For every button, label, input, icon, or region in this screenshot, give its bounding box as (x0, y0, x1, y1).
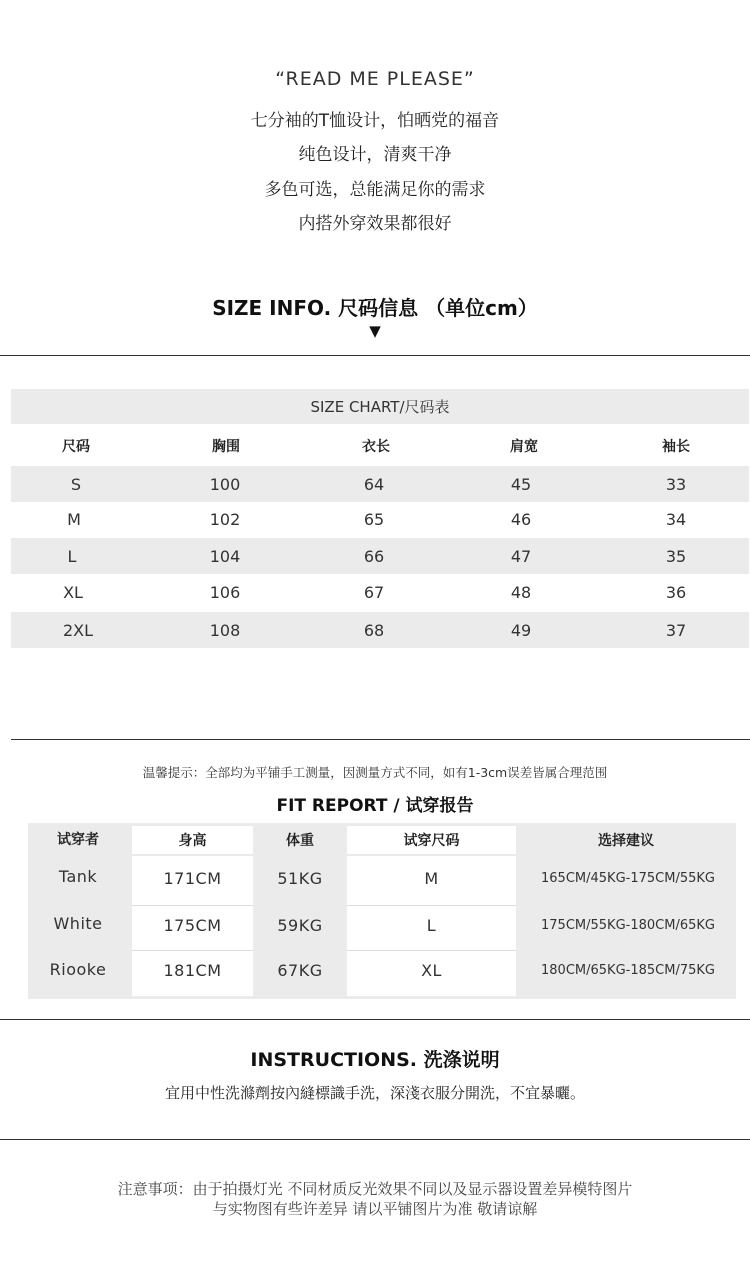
table-row (11, 501, 749, 537)
notice-line: 与实物图有些许差异 请以平铺图片为准 敬请谅解 (212, 1200, 538, 1218)
cell-shoulder: 47 (510, 546, 532, 566)
cell-weight: 59KG (277, 915, 323, 935)
instructions-title: INSTRUCTIONS. 洗涤说明 (250, 1049, 500, 1071)
notice-line: 注意事项：由于拍摄灯光 不同材质反光效果不同以及显示器设置差异模特图片 (117, 1180, 633, 1198)
divider (0, 1139, 750, 1140)
fit-report-title: FIT REPORT / 试穿报告 (276, 796, 474, 816)
header-height: 身高 (178, 833, 207, 849)
header-weight: 体重 (286, 833, 314, 849)
cell-sleeve: 34 (665, 509, 687, 529)
table-row (11, 574, 749, 610)
intro-line: 内搭外穿效果都很好 (298, 214, 452, 234)
cell-shoulder: 46 (510, 509, 532, 529)
cell-length: 66 (363, 546, 385, 566)
row-divider (347, 950, 516, 951)
cell-chest: 108 (209, 620, 241, 640)
cell-height: 181CM (163, 960, 222, 980)
intro-line: 多色可选，总能满足你的需求 (264, 180, 486, 200)
cell-suggestion: 165CM/45KG-175CM/55KG (541, 870, 715, 886)
row-divider (132, 905, 253, 906)
cell-tester: Tank (58, 866, 98, 886)
cell-chest: 100 (209, 474, 241, 494)
cell-tried-size: M (424, 868, 439, 888)
header-suggestion: 选择建议 (598, 833, 654, 849)
cell-chest: 102 (209, 509, 241, 529)
header-shoulder: 肩宽 (510, 439, 538, 455)
cell-length: 68 (363, 620, 385, 640)
header-chest: 胸围 (212, 439, 240, 455)
cell-height: 171CM (163, 868, 222, 888)
cell-size: M (67, 509, 81, 529)
intro-line: 纯色设计，清爽干净 (298, 145, 452, 165)
cell-suggestion: 175CM/55KG-180CM/65KG (541, 917, 715, 933)
cell-weight: 51KG (277, 868, 323, 888)
divider (0, 355, 750, 356)
cell-weight: 67KG (277, 960, 323, 980)
table-row (11, 466, 749, 502)
cell-size: 2XL (62, 620, 94, 640)
cell-sleeve: 37 (665, 620, 687, 640)
cell-shoulder: 48 (510, 582, 532, 602)
cell-size: L (67, 546, 77, 566)
size-chart-caption: SIZE CHART/尺码表 (11, 389, 749, 424)
header-length: 衣长 (362, 439, 390, 455)
down-arrow-icon: ▼ (369, 322, 381, 340)
cell-size: XL (63, 582, 83, 602)
instructions-text: 宜用中性洗滌劑按內縫標識手洗，深淺衣服分開洗，不宜暴曬。 (164, 1084, 585, 1102)
intro-line: 七分袖的T恤设计，怕晒党的福音 (250, 111, 500, 131)
cell-sleeve: 36 (665, 582, 687, 602)
header-size: 尺码 (62, 439, 90, 455)
cell-size: S (70, 474, 82, 494)
header-tester: 试穿者 (57, 832, 99, 848)
size-chart-header (11, 428, 749, 464)
size-info-title: SIZE INFO. 尺码信息 （单位cm） (212, 296, 538, 320)
cell-suggestion: 180CM/65KG-185CM/75KG (541, 962, 715, 978)
divider (11, 739, 750, 740)
cell-sleeve: 35 (665, 546, 687, 566)
cell-height: 175CM (163, 915, 222, 935)
divider (0, 1019, 750, 1020)
cell-chest: 104 (209, 546, 241, 566)
table-row (11, 612, 749, 648)
cell-tried-size: L (426, 915, 437, 935)
row-divider (132, 950, 253, 951)
cell-chest: 106 (209, 582, 241, 602)
read-me-heading: “READ ME PLEASE” (275, 68, 475, 90)
cell-tried-size: XL (421, 960, 442, 980)
cell-length: 65 (363, 509, 385, 529)
measurement-tip: 温馨提示：全部均为平铺手工测量，因测量方式不同，如有1-3cm误差皆属合理范围 (142, 765, 608, 780)
cell-length: 64 (363, 474, 385, 494)
table-row (11, 538, 749, 574)
row-divider (347, 905, 516, 906)
cell-sleeve: 33 (665, 474, 687, 494)
cell-shoulder: 49 (510, 620, 532, 640)
cell-tester: White (53, 913, 103, 933)
header-tried-size: 试穿尺码 (403, 833, 460, 849)
cell-tester: Riooke (49, 959, 107, 979)
header-sleeve: 袖长 (662, 439, 690, 455)
cell-length: 67 (363, 582, 385, 602)
cell-shoulder: 45 (510, 474, 532, 494)
